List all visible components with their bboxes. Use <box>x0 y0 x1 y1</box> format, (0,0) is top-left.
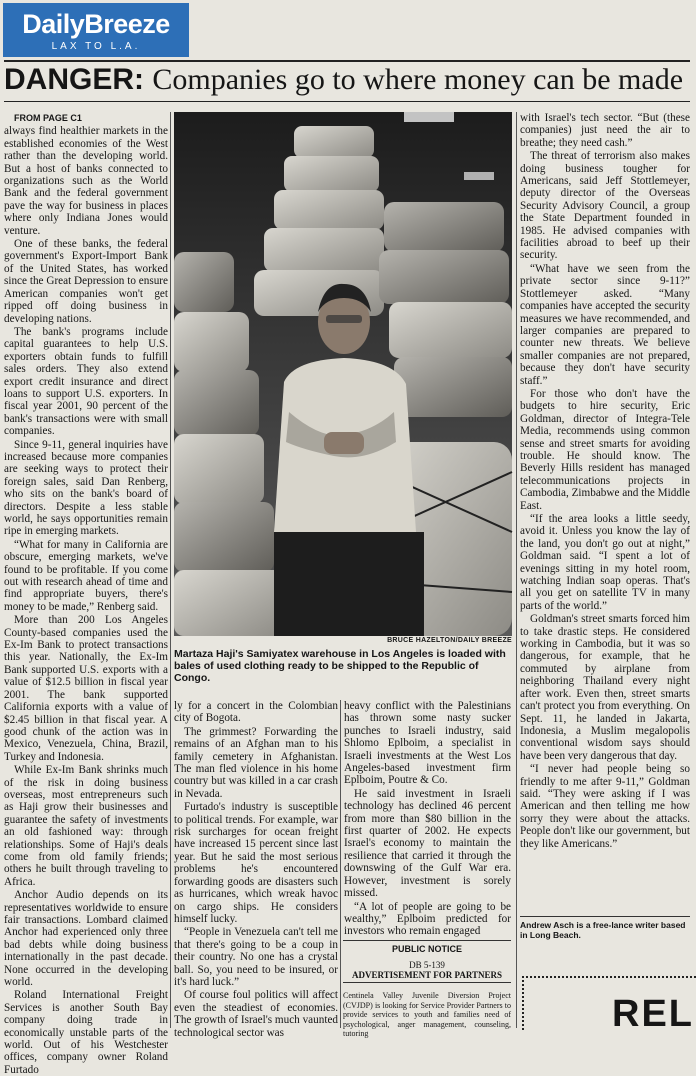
article-paragraph: More than 200 Los Angeles County-based companies used the Ex-Im Bank to protect transactions this year. Nationally, the Ex-Im Bank supported U.S. exports with a value of $12.5 billion in fiscal year 2001. The bank supported California exports with a value of $2.45 billion in that fiscal year. A good chunk of the action was in Mexico, Venezuela, China, Brazil, Turkey and Indonesia. <box>4 614 168 763</box>
headline <box>4 62 692 98</box>
article-paragraph: with Israel's tech sector. “But (these companies) just need the air to breathe; they need cash.” <box>520 112 690 149</box>
article-paragraph: The grimmest? Forwarding the remains of an Afghan man to his family cemetery in Afghanistan. The man fled violence in his home country but was killed in a car crash in Nevada. <box>174 725 338 800</box>
advertisement-box <box>522 976 696 1035</box>
article-paragraph: ly for a concert in the Colombian city of Bogota. <box>174 700 338 725</box>
article-column-3 <box>344 700 511 938</box>
article-paragraph: “If the area looks a little seedy, avoid it. Unless you know the lay of the land, you don't go out at night,” Goldman said. “I spent a lot of evenings sitting in my hotel room, watching Indian soap operas. That's all you get on satellite TV in many parts of the world.” <box>520 513 690 612</box>
article-paragraph: Roland International Freight Services is another South Bay company doing trade in economically unstable parts of the world. Out of his Westchester offices, company owner Roland Furtado <box>4 989 168 1076</box>
article-paragraph: Of course foul politics will affect even the steadiest of economies. The growth of Israel's much vaunted technological sector was <box>174 989 338 1039</box>
notice-number: DB 5-139 <box>409 960 445 970</box>
article-paragraph: Since 9-11, general inquiries have increased because more companies are seeking ways to protect their foreign sales, said Dan Renberg, who sits on the bank's board of directors. Despite a less stable world, he says opportunities remain ripe in emerging markets. <box>4 438 168 538</box>
masthead-tagline: LAX TO L.A. <box>51 41 141 52</box>
photo-caption: Martaza Haji's Samiyatex warehouse in Los Angeles is loaded with bales of used clothing ready to be shipped to the Republic of Congo. <box>174 648 506 684</box>
advertisement-text: REL <box>612 993 694 1035</box>
article-paragraph: “What have we seen from the private sector since 9-11?” Stottlemeyer asked. “Many companies have accepted the security measures we have recommended, and larger companies are prepared to counter new threats. We believe smaller companies are not prepared, because they don't have security staff.” <box>520 262 690 387</box>
photo-credit: BRUCE HAZELTON/DAILY BREEZE <box>387 637 512 644</box>
article-paragraph: For those who don't have the budgets to hire security, Eric Goldman, director of Integra-Tele Media, recommends using common sense and street smarts for avoiding trouble. He should know. The Beverly Hills resident has managed telecommunications projects in Cambodia, Zimbabwe and the Middle East. <box>520 387 690 512</box>
article-column-4 <box>520 112 690 912</box>
column-divider <box>516 112 517 1028</box>
article-paragraph: “People in Venezuela can't tell me that there's going to be a coup in their country. No one has a crystal ball. So, you need to be insured, or it's hard luck.” <box>174 926 338 988</box>
notice-heading: ADVERTISEMENT FOR PARTNERS <box>343 970 511 983</box>
article-paragraph: Goldman's street smarts forced him to take drastic steps. He considered working in Cambodia, but it was so dangerous, for example, that he commuted by airplane from neighboring Thailand every night after work. Even then, street smarts can't protect you from everything. On Sept. 11, he landed in Jakarta, Indonesia, a Muslim megalopolis conventional wisdom says should have been very dangerous that day. <box>520 613 690 762</box>
masthead-logo <box>3 3 189 57</box>
article-paragraph: Furtado's industry is susceptible to political trends. For example, war risk surcharges for ocean freight have increased 15 percent since last year. But he said the most serious problems he's encountered forwarding goods are disasters such as hurricanes, which wreak havoc on cargo ships. He considers himself lucky. <box>174 801 338 925</box>
article-paragraph: The bank's programs include capital guarantees to help U.S. exporters obtain funds to fulfill sales orders. They also extend export credit insurance and direct loans to support U.S. exporters. In fiscal year 2001, 90 percent of the bank's transactions were with small companies. <box>4 325 168 438</box>
notice-title: PUBLIC NOTICE <box>391 944 462 954</box>
article-paragraph: The threat of terrorism also makes doing business tougher for Americans, said Jeff Stottlemeyer, deputy director of the Overseas Security Advisory Council, a group the State Department founded in 1985. He advised companies with facilities abroad to beef up their security. <box>520 150 690 262</box>
article-column-2 <box>174 700 338 1039</box>
warehouse-photo <box>174 112 512 636</box>
headline-kicker: DANGER: <box>4 63 144 96</box>
author-bio: Andrew Asch is a free-lance writer based in Long Beach. <box>520 916 690 940</box>
masthead-name: DailyBreeze <box>22 9 170 39</box>
column-divider <box>170 112 171 1028</box>
notice-body: Centinela Valley Juvenile Diversion Project (CVJDP) is looking for Service Provider Partners to provide services to youth and families need of psychological, anger management, counseling, tutoring <box>343 991 511 1038</box>
article-column-1 <box>4 112 168 1076</box>
article-paragraph: While Ex-Im Bank shrinks much of the risk in doing business overseas, most entrepreneurs such as Haji grow their businesses and guarantee the safety of investments an old fashioned way: through relationships. Some of Haji's deals come from old family friends; others he built through traveling to Africa. <box>4 764 168 888</box>
article-paragraph: always find healthier markets in the established economies of the West rather than the developing world. But a host of banks connected to organizations such as the World Bank and the federal government pave the way for business in places where only Indiana Jones would venture. <box>4 125 168 237</box>
article-paragraph: “What for many in California are obscure, emerging markets, we've found to be profitable. If you come out with research ahead of time and find appropriate buyers, there's money to be made,” Renberg said. <box>4 538 168 613</box>
article-paragraph: Anchor Audio depends on its representatives worldwide to ensure fair transactions. Lombard claimed Anchor had experienced only three bad debts while doing business internationally in the past decade. None occurred in the developing world. <box>4 889 168 989</box>
article-paragraph: He said investment in Israeli technology has declined 46 percent from more than $80 billion in the first quarter of 2002. He expects Israel's economy to maintain the resilience that carried it through the downswing of the Gulf War era. However, investment is sorely missed. <box>344 787 511 900</box>
public-notice <box>343 940 511 1038</box>
article-paragraph: “A lot of people are going to be wealthy,” Eplboim predicted for investors who remain engaged <box>344 900 511 938</box>
jump-label: FROM PAGE C1 <box>14 113 82 123</box>
headline-rule <box>4 101 690 102</box>
article-paragraph: One of these banks, the federal government's Export-Import Bank of the United States, has worked since the Great Depression to ensure American companies won't get ripped off doing business in developing nations. <box>4 238 168 325</box>
article-paragraph: heavy conflict with the Palestinians has thrown some nasty sucker punches to Israeli industry, said Shlomo Eplboim, a specialist in Israeli investments at the West Los Angeles-based investment firm Eplboim, Poutre & Co. <box>344 700 511 787</box>
article-paragraph: “I never had people being so friendly to me after 9-11,” Goldman said. “They were asking if I was American and then telling me how sorry they were about the attacks. People don't like our government, but they like Americans.” <box>520 763 690 850</box>
column-divider <box>340 700 341 1028</box>
headline-title: Companies go to where money can be made <box>152 63 684 96</box>
